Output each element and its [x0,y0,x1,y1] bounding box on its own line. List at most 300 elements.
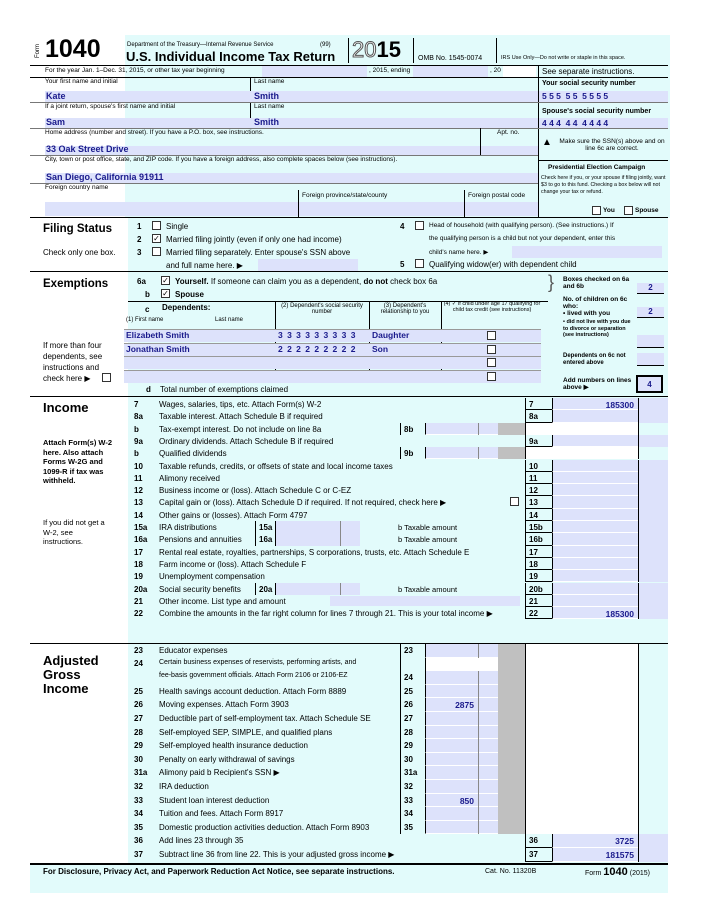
divider [638,739,639,753]
address-value: 33 Oak Street Drive [46,144,129,154]
line-label: Subtract line 36 from line 22. This is your adjusted gross income ▶ [159,850,395,859]
foreign-province-label: Foreign province/state/county [302,192,388,199]
catalog-number: Cat. No. 11320B [485,868,537,875]
first-name-value: Kate [46,91,66,101]
brace: } [548,272,555,292]
line-label-2: fee-basis government officials. Attach Form 2106 or 2106-EZ [159,672,348,680]
mid-amount-field[interactable] [425,447,498,459]
mid-amount-field[interactable] [425,780,498,794]
right-amount-field[interactable] [552,546,638,558]
line-15a [130,521,668,533]
right-cents-field[interactable] [638,533,668,545]
blank-field [425,658,498,672]
line-number: 31a [134,768,148,778]
form-word: Form [35,44,41,58]
blank-right-cell [525,447,638,459]
line-34 [130,807,668,821]
income-title: Income [43,400,89,415]
right-amount-field[interactable] [552,410,638,422]
line-label: Ordinary dividends. Attach Schedule B if required [159,436,334,446]
right-cents-field[interactable] [638,460,668,472]
line-14 [130,509,668,521]
spouse-checkbox[interactable]: ✓ [162,289,169,298]
line-label: Student loan interest deduction [159,795,270,805]
right-cents-field[interactable] [638,435,668,447]
filing-status-label: Single [166,222,189,231]
right-cents-field[interactable] [638,834,668,848]
line-19 [130,570,668,582]
divider [638,447,639,459]
did-not-live-value[interactable] [637,335,664,348]
tax-year [352,37,401,63]
tax-year-end-year-input[interactable] [503,66,536,77]
right-amount-field[interactable] [552,533,638,545]
divider [638,821,639,835]
first-name-field[interactable] [45,91,538,102]
filing-status-label-2: the qualifying person is a child but not your dependent, enter this [429,235,616,242]
line-label: Capital gain or (loss). Attach Schedule D if required. If not required, check here ▶ [159,498,447,508]
right-amount-field[interactable] [552,472,638,484]
line-number: 9a [134,436,143,446]
col-last-name: Last name [215,317,244,323]
tax-year-begin-input[interactable] [262,66,367,77]
line-number: 30 [134,754,143,764]
blank-right-cell [525,807,638,821]
col-first-name: (1) First name [126,317,164,323]
spouse-ssn-field[interactable]: 4 4 4 4 4 4 4 4 4 [539,118,668,128]
line-23 [130,644,668,658]
divider [638,766,639,780]
line-number: 12 [134,486,143,496]
filing-status-num: 5 [400,260,405,269]
mid-amount-value: 850 [459,795,474,806]
right-amount-field[interactable] [552,583,638,595]
attach-w2-note: Attach Form(s) W-2 here. Also attach Forms W-2G and 1099-R if tax was withheld. [43,438,113,485]
city-value: San Diego, California 91911 [46,172,164,182]
line-7 [130,398,668,410]
right-amount-value: 185300 [605,400,634,410]
filing-status-checkbox[interactable] [152,247,161,256]
right-cents-field[interactable] [638,558,668,570]
line-number: 11 [134,473,143,483]
line-number: 18 [134,559,143,569]
right-cents-field[interactable] [638,509,668,521]
inner-amount-field[interactable] [275,533,360,545]
right-amount-field[interactable] [552,595,638,607]
line-35 [130,821,668,835]
right-amount-field[interactable] [552,398,638,410]
did-not-live-label: • did not live with you due to divorce or separation (see instructions) [563,319,631,338]
mid-box-number: 29 [400,739,425,753]
filing-status-checkbox[interactable]: ✓ [153,234,160,243]
right-box-number: 10 [525,460,552,472]
line-number: 34 [134,809,143,819]
address-label: Home address (number and street). If you have a P.O. box, see instructions. [45,129,264,136]
ending-label: , 2015, ending [369,67,411,74]
apt-label: Apt. no. [497,129,520,136]
line-31a [130,766,668,780]
hoh-child-name-input[interactable] [512,246,662,258]
mid-box-number: 33 [400,794,425,808]
blank-right-cell [525,423,638,435]
right-box-number: 7 [525,398,552,410]
dependent-name: Elizabeth Smith [126,330,190,340]
cents-divider [478,712,479,726]
mid-amount-field[interactable] [425,807,498,821]
divider [638,712,639,726]
child-tax-credit-checkbox[interactable] [487,372,496,381]
mid-amount-field[interactable] [425,753,498,767]
line-label: Other income. List type and amount [159,596,286,606]
blank-right-cell [525,766,638,780]
foreign-country-field[interactable] [45,202,298,216]
right-amount-field[interactable] [552,460,638,472]
line-label: Rental real estate, royalties, partnerships, S corporations, trusts, etc. Attach Schedule E [159,547,470,557]
tax-year-label: For the year Jan. 1–Dec. 31, 2015, or other tax year beginning [45,67,225,74]
line-number: 16a [134,535,148,545]
line-label: Business income or (loss). Attach Schedule C or C-EZ [159,486,352,496]
line-label: IRA deduction [159,782,209,791]
mid-box-number: 8b [400,423,425,435]
right-amount-field[interactable] [552,521,638,533]
right-amount-field[interactable] [552,496,638,508]
mid-box-number: 28 [400,726,425,740]
line-number: b [134,424,139,434]
line-number: b [134,449,139,459]
shaded-cell [498,423,525,435]
blank-right-cell [525,698,638,712]
mid-amount-field[interactable] [425,739,498,753]
tax-year-end-input[interactable] [413,66,488,77]
mid-amount-field[interactable] [425,423,498,435]
line-21 [130,595,668,607]
right-cents-field[interactable] [638,484,668,496]
filing-status-num: 1 [137,222,142,231]
right-amount-value: 3725 [615,836,634,847]
line-label: Domestic production activities deduction. Attach Form 8903 [159,822,370,832]
blank-right-cell [525,753,638,767]
line-36 [130,834,668,848]
mid-box-number: 24 [400,658,425,685]
right-box-number: 20b [525,583,552,595]
mid-box-number: 34 [400,807,425,821]
spouse-full-name-input[interactable] [258,259,358,271]
right-cents-field[interactable] [638,583,668,595]
line-number: 26 [134,700,143,710]
taxable-amount-label: b Taxable amount [398,584,458,594]
line-label: Taxable refunds, credits, or offsets of state and local income taxes [159,461,393,471]
right-amount-field[interactable] [552,607,638,619]
line-number: 7 [134,400,139,409]
filing-status-label: Married filing jointly (even if only one had income) [166,235,342,244]
line-10 [130,460,668,472]
cents-divider [478,739,479,753]
line-22 [130,607,668,619]
inner-amount-field[interactable] [275,521,360,533]
pec-spouse-checkbox[interactable] [624,206,633,215]
right-cents-field[interactable] [638,546,668,558]
pec-you-label: You [603,207,615,214]
shaded-cell [498,739,525,753]
capital-gain-checkbox[interactable] [510,497,519,506]
twenty-label: , 20 [490,67,501,74]
inner-box-number: 20a [255,583,275,595]
do-not: do not [363,277,388,286]
line-number: 13 [134,498,143,508]
cents-divider [478,423,479,435]
mid-amount-field[interactable] [425,712,498,726]
right-amount-field[interactable] [552,834,638,848]
line-label: Alimony paid b Recipient's SSN ▶ [159,768,280,778]
more-than-four-checkbox[interactable] [102,373,111,382]
blank-right-cell [525,739,638,753]
cents-divider [478,644,479,658]
right-amount-field[interactable] [552,509,638,521]
line-label: Certain business expenses of reservists, performing artists, and [159,658,357,666]
child-tax-credit-checkbox[interactable] [487,331,496,340]
mid-amount-field[interactable] [425,698,498,712]
col-child-credit: (4) ✓ if child under age 17 qualifying for child tax credit (see instructions) [443,301,541,313]
filing-status-subtitle: Check only one box. [43,248,116,257]
line-label: Qualified dividends [159,449,227,459]
filing-status-label-3: child's name here. ▶ [429,249,489,256]
filing-status-label: Married filing separately. Enter spouse's SSN above [166,248,351,257]
right-box-number: 37 [525,848,552,862]
mid-amount-field[interactable] [425,794,498,808]
footer-form-number: 1040 [603,866,628,878]
inner-amount-field[interactable] [275,583,360,595]
line-number: 37 [134,850,143,859]
add-numbers-label: Add numbers on lines above ▶ [563,377,632,391]
blank-right-cell [525,658,638,685]
mid-amount-field[interactable] [425,644,498,658]
right-box-number: 15b [525,521,552,533]
boxes-checked-label: Boxes checked on 6a and 6b [563,276,630,290]
ssn-warning: Make sure the SSN(s) above and on line 6c are correct. [559,138,665,152]
dependent-row[interactable] [124,370,541,383]
form-code: (99) [320,42,331,48]
yourself-checkbox[interactable]: ✓ [162,276,169,285]
child-tax-credit-checkbox[interactable] [487,345,496,354]
line-12 [130,484,668,496]
mid-amount-field[interactable] [425,671,498,685]
line-28 [130,726,668,740]
city-label: City, town or post office, state, and ZIP code. If you have a foreign address, also complete spaces below (see instructions). [45,156,398,163]
dependent-ssn: 3 3 3 3 3 3 3 3 3 [278,330,357,340]
right-box-number: 17 [525,546,552,558]
right-box-number: 22 [525,607,552,619]
mid-amount-field[interactable] [425,766,498,780]
divider [638,726,639,740]
form-number: 1040 [45,35,101,63]
line-label: Wages, salaries, tips, etc. Attach Form(s) W-2 [159,400,322,409]
line-label: Educator expenses [159,646,228,655]
filing-status-label: Qualifying widow(er) with dependent child [429,260,577,269]
right-amount-field[interactable] [552,848,638,862]
mid-box-number: 30 [400,753,425,767]
blank-right-cell [525,780,638,794]
divider [638,794,639,808]
boxes-checked-value[interactable]: 2 [637,283,664,294]
line-label: Health savings account deduction. Attach Form 8889 [159,686,347,696]
line-number: 28 [134,727,143,737]
right-cents-field[interactable] [638,472,668,484]
line-b [130,447,668,459]
right-cents-field[interactable] [638,595,668,607]
right-amount-field[interactable] [552,558,638,570]
line-number: 35 [134,822,143,832]
mid-amount-field[interactable] [425,685,498,699]
line-label: Moving expenses. Attach Form 3903 [159,700,289,710]
right-amount-field[interactable] [552,435,638,447]
apt-field[interactable] [481,146,538,155]
right-cents-field[interactable] [638,607,668,619]
child-tax-credit-checkbox[interactable] [487,358,496,367]
foreign-province-field[interactable] [299,202,464,216]
cents-divider [478,698,479,712]
line-32 [130,780,668,794]
divider [638,685,639,699]
line-29 [130,739,668,753]
mid-amount-field[interactable] [425,726,498,740]
spouse-last-name-label: Last name [254,103,285,110]
mid-box-number: 26 [400,698,425,712]
spouse-name-field[interactable] [45,118,538,128]
line-label: Pensions and annuities [159,535,242,545]
line-label: Other gains or (losses). Attach Form 4797 [159,510,308,520]
cents-divider [478,766,479,780]
address-field[interactable] [45,146,480,155]
taxable-amount-label: b Taxable amount [398,523,458,532]
dependent-relationship: Daughter [372,330,410,340]
right-cents-field[interactable] [638,496,668,508]
last-name-value: Smith [254,91,280,101]
shaded-cell [498,753,525,767]
blank-right-cell [525,821,638,835]
ssn-field[interactable]: 5 5 5 5 5 5 5 5 5 [539,91,668,102]
line-25 [130,685,668,699]
pec-you-checkbox[interactable] [592,206,601,215]
line-label: Taxable interest. Attach Schedule B if required [159,412,323,422]
divider [638,753,639,767]
shaded-cell [498,712,525,726]
right-cents-field[interactable] [638,521,668,533]
mid-amount-value: 2875 [455,700,474,711]
col-ssn: (2) Dependent's social security number [281,303,363,315]
line-label: Tax-exempt interest. Do not include on line 8a [159,424,322,434]
line-6d-num: d [146,385,151,394]
right-cents-field[interactable] [638,398,668,410]
line-number: 10 [134,461,143,471]
line-label: Combine the amounts in the far right column for lines 7 through 21. This is your total income ▶ [159,609,493,619]
dep-not-entered-value[interactable] [637,353,664,366]
right-cents-field[interactable] [638,848,668,862]
line-label: Tuition and fees. Attach Form 8917 [159,809,284,819]
right-cents-field[interactable] [638,570,668,582]
filing-status-label: Head of household (with qualifying person). (See instructions.) If [429,222,614,229]
line-8a [130,410,668,422]
line-17 [130,546,668,558]
line-number: 17 [134,547,143,557]
city-field[interactable] [45,173,538,183]
line-number: 23 [134,646,143,655]
filing-status-label-2: and full name here. ▶ [166,261,243,270]
line-number: 14 [134,510,143,520]
line-b [130,423,668,435]
filing-status-checkbox[interactable] [415,221,424,230]
line-33 [130,794,668,808]
cents-divider [478,753,479,767]
blank-right-cell [525,685,638,699]
line-number: 19 [134,572,143,582]
cents-divider [478,726,479,740]
right-box-number: 19 [525,570,552,582]
shaded-cell [498,698,525,712]
right-box-number: 21 [525,595,552,607]
filing-status-num: 3 [137,248,142,257]
cents-divider [340,583,341,595]
line-label: Self-employed SEP, SIMPLE, and qualified plans [159,727,333,737]
right-box-number: 9a [525,435,552,447]
lived-with-value[interactable]: 2 [637,307,664,318]
warning-triangle-icon: ▲ [542,137,552,148]
filing-status-checkbox[interactable] [152,221,161,230]
other-income-type-input[interactable] [330,596,520,606]
line-number: 32 [134,782,143,791]
line-number: 25 [134,686,143,696]
inner-box-number: 15a [255,521,275,533]
no-w2-note: If you did not get a W-2, see instructions. [43,518,105,546]
divider [638,780,639,794]
line-number: 29 [134,741,143,751]
taxable-amount-label: b Taxable amount [398,535,458,545]
filing-status-num: 2 [137,235,142,244]
department: Department of the Treasury—Internal Revenue Service [127,42,274,48]
more-than-four-note: If more than four dependents, see instructions and check here ▶ [43,341,103,383]
divider [638,698,639,712]
mid-box-number: 32 [400,780,425,794]
lived-with-label: • lived with you [563,310,611,317]
line-number: 15a [134,523,148,532]
pec-spouse-label: Spouse [635,207,659,214]
dependent-ssn: 2 2 2 2 2 2 2 2 2 [278,343,357,354]
dependents-label: Dependents: [162,303,211,312]
cents-divider [478,780,479,794]
filing-status-num: 4 [400,222,405,231]
shaded-cell [498,780,525,794]
divider [638,423,639,435]
total-exemptions-value[interactable]: 4 [636,375,663,393]
shaded-cell [498,821,525,835]
yourself-label: Yourself. [175,277,209,286]
dependent-row[interactable] [124,356,541,369]
line-18 [130,558,668,570]
filing-status-checkbox[interactable] [415,259,424,268]
line-11 [130,472,668,484]
line-27 [130,712,668,726]
right-amount-field[interactable] [552,570,638,582]
line-30 [130,753,668,767]
right-cents-field[interactable] [638,410,668,422]
right-box-number: 13 [525,496,552,508]
line-label: Alimony received [159,473,220,483]
line-20a [130,583,668,595]
line-label: Social security benefits [159,584,241,594]
right-amount-field[interactable] [552,484,638,496]
mid-amount-field[interactable] [425,821,498,835]
foreign-postal-field[interactable] [465,202,538,216]
line-6c-num: c [145,305,150,314]
